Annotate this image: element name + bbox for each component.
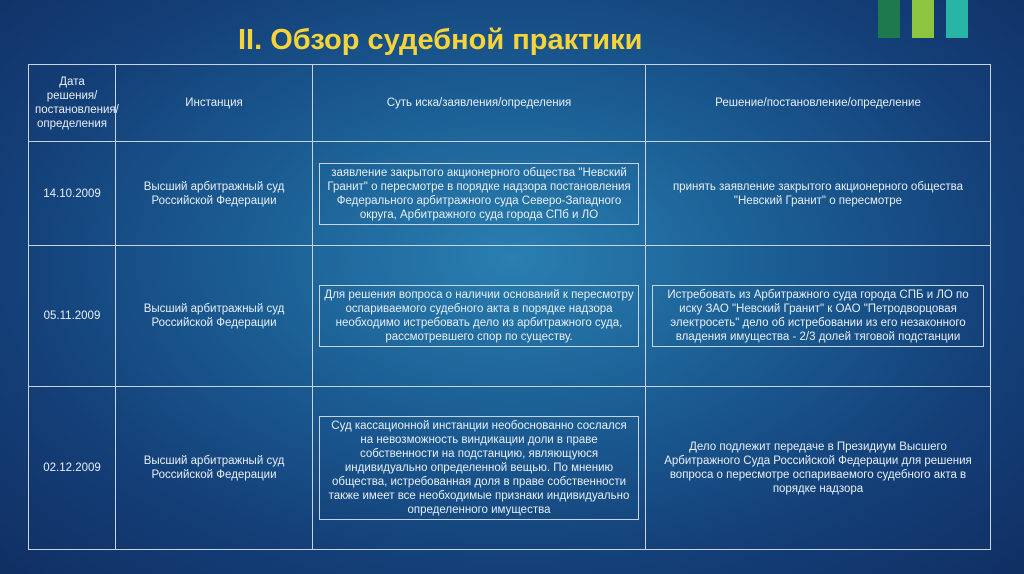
cell-instance: Высший арбитражный суд Российской Федерации <box>116 246 313 387</box>
essence-text: заявление закрытого акционерного общества "Невский Гранит" о пересмотре в порядке надзора постановления Федерального арбитражного суда Северо-Западного округа, Арбитражного суда города СПб и ЛО <box>319 163 639 225</box>
cell-essence <box>313 142 646 246</box>
cell-instance: Высший арбитражный суд Российской Федерации <box>116 387 313 550</box>
table-row <box>29 142 991 246</box>
decision-text: Истребовать из Арбитражного суда города СПБ и ЛО по иску ЗАО "Невский Гранит" к ОАО "Петродворцовая электросеть" дело об истребовании из его незаконного владения имущества - 2/3 долей тяговой подстанции <box>652 285 984 347</box>
cell-instance: Высший арбитражный суд Российской Федерации <box>116 142 313 246</box>
accent-bar-dark-green <box>878 0 900 38</box>
decision-text: Дело подлежит передаче в Президиум Высшего Арбитражного Суда Российской Федерации для решения вопроса о пересмотре оспариваемого судебного акта в порядке надзора <box>664 441 972 495</box>
essence-text: Суд кассационной инстанции необоснованно сослался на невозможность виндикации доли в праве собственности на подстанцию, являющуюся индивидуально определенной вещью. По мнению общества, истребованная доля в праве собственности также имеет все необходимые признаки индивидуально определенного имущества <box>319 416 639 520</box>
table-row <box>29 387 991 550</box>
header-instance: Инстанция <box>116 65 313 142</box>
table-row <box>29 246 991 387</box>
header-date: Дата решения/постановления/определения <box>29 65 116 142</box>
cell-decision <box>646 246 991 387</box>
table-header-row <box>29 65 991 142</box>
cell-essence <box>313 387 646 550</box>
decision-text: принять заявление закрытого акционерного общества "Невский Гранит" о пересмотре <box>672 180 964 207</box>
accent-bar-light-green <box>912 0 934 38</box>
court-practice-table <box>28 64 991 550</box>
header-decision: Решение/постановление/определение <box>646 65 991 142</box>
header-essence: Суть иска/заявления/определения <box>313 65 646 142</box>
slide-title: II. Обзор судебной практики <box>238 24 643 56</box>
cell-decision <box>646 387 991 550</box>
cell-date: 14.10.2009 <box>29 142 116 246</box>
cell-essence <box>313 246 646 387</box>
accent-bar-teal <box>946 0 968 38</box>
cell-date: 05.11.2009 <box>29 246 116 387</box>
cell-date: 02.12.2009 <box>29 387 116 550</box>
cell-decision <box>646 142 991 246</box>
essence-text: Для решения вопроса о наличии оснований к пересмотру оспариваемого судебного акта в порядке надзора необходимо истребовать дело из арбитражного суда, рассмотревшего спор по существу. <box>319 285 639 347</box>
